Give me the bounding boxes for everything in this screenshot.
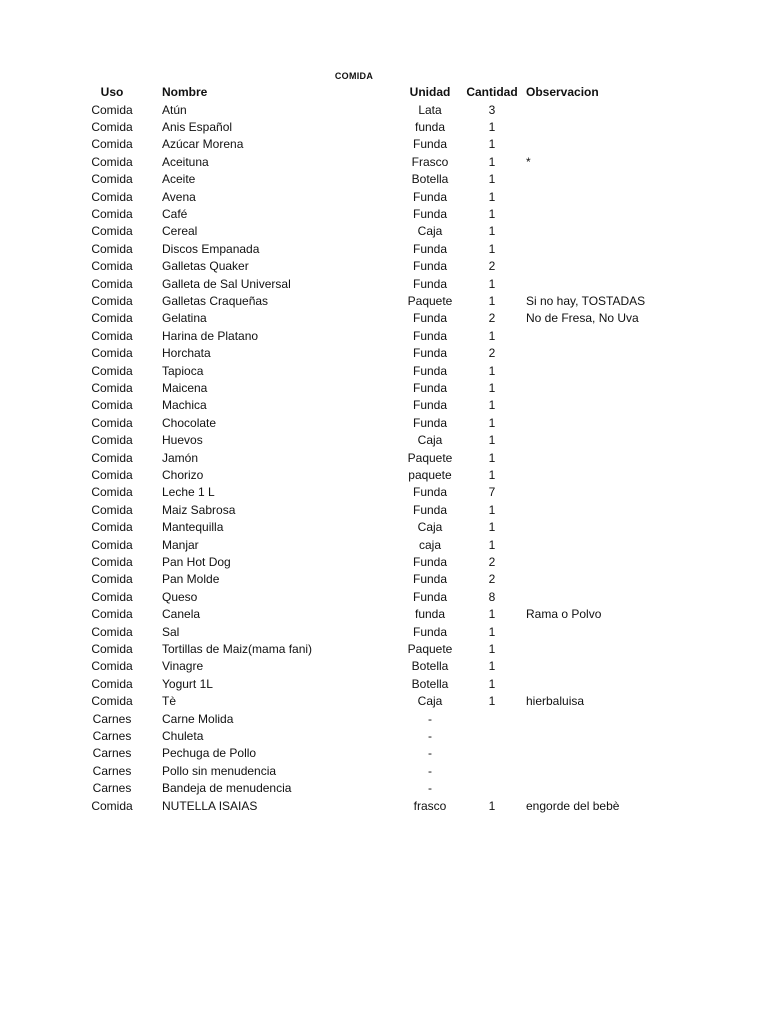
table-row [0,241,768,258]
cell-nombre: Atún [162,102,187,117]
table-row [0,467,768,484]
cell-nombre: Pechuga de Pollo [162,746,257,761]
cell-unidad: Caja [417,433,443,448]
cell-unidad: Paquete [407,294,453,308]
cell-cantidad: 1 [488,676,496,691]
table-row [0,728,768,745]
cell-uso: Comida [91,468,133,482]
cell-cantidad: 1 [488,294,496,308]
cell-uso: Comida [91,450,133,465]
cell-cantidad: 1 [488,537,496,552]
cell-cantidad: 1 [488,398,496,413]
cell-unidad: caja [418,537,441,552]
table-row [0,328,768,345]
cell-cantidad: 1 [488,154,496,169]
cell-uso: Comida [91,555,133,569]
cell-uso: Comida [91,502,133,517]
cell-uso: Comida [91,415,133,430]
cell-unidad: funda [414,120,446,134]
cell-nombre: Tapioca [162,363,204,378]
cell-uso: Comida [91,328,133,343]
cell-unidad: Funda [412,381,448,395]
cell-cantidad: 1 [488,468,496,482]
table-row [0,571,768,588]
cell-unidad: Botella [411,659,449,674]
cell-cantidad: 1 [488,363,496,378]
cell-uso: Carnes [92,746,132,761]
table-row [0,119,768,136]
cell-uso: Comida [91,485,133,500]
sheet-title: COMIDA [334,71,374,81]
cell-nombre: Harina de Platano [162,328,259,343]
cell-nombre: Galletas Craqueñas [162,294,269,308]
table-row [0,589,768,606]
table-row [0,502,768,519]
cell-cantidad: 1 [488,415,496,430]
cell-cantidad: 1 [488,137,496,152]
cell-cantidad: 2 [488,572,496,587]
cell-nombre: Vinagre [162,659,204,674]
table-header-row [0,84,768,101]
cell-observacion: Si no hay, TOSTADAS [526,294,646,308]
cell-nombre: Machica [162,398,207,413]
cell-uso: Comida [91,207,133,221]
cell-unidad: Caja [417,224,443,239]
cell-uso: Comida [91,154,133,169]
cell-unidad: - [428,763,432,778]
table-row [0,276,768,293]
cell-cantidad: 1 [488,328,496,343]
cell-unidad: Funda [412,276,448,291]
cell-cantidad: 1 [488,120,496,134]
table-row [0,223,768,240]
table-row [0,554,768,571]
cell-observacion: Rama o Polvo [526,607,602,622]
cell-nombre: Mantequilla [162,520,224,535]
cell-cantidad: 1 [488,607,496,622]
cell-unidad: Funda [412,363,448,378]
cell-nombre: Chocolate [162,415,217,430]
cell-cantidad: 7 [488,485,496,500]
cell-nombre: Carne Molida [162,711,234,726]
cell-nombre: Maicena [162,381,208,395]
cell-uso: Comida [91,311,133,326]
cell-cantidad: 1 [488,172,496,187]
header-observacion: Observacion [526,85,599,99]
cell-cantidad: 1 [488,694,496,709]
table-row [0,310,768,327]
table-row [0,450,768,467]
cell-nombre: Horchata [162,346,211,361]
table-row [0,745,768,762]
cell-uso: Comida [91,398,133,413]
cell-uso: Carnes [92,781,132,796]
table-row [0,380,768,397]
cell-unidad: funda [414,607,446,622]
cell-uso: Comida [91,433,133,448]
table-row [0,363,768,380]
cell-nombre: Avena [162,189,196,204]
cell-unidad: Funda [412,189,448,204]
cell-uso: Comida [91,259,133,274]
cell-cantidad: 1 [488,241,496,256]
cell-unidad: Funda [412,572,448,587]
cell-cantidad: 1 [488,189,496,204]
table-row [0,519,768,536]
table-row [0,693,768,710]
cell-nombre: Bandeja de menudencia [162,781,292,796]
cell-uso: Carnes [92,763,132,778]
cell-uso: Comida [91,624,133,639]
cell-uso: Comida [91,607,133,622]
table-row [0,484,768,501]
cell-nombre: Pan Hot Dog [162,555,231,569]
cell-nombre: Yogurt 1L [162,676,213,691]
cell-cantidad: 1 [488,433,496,448]
cell-nombre: Aceite [162,172,196,187]
cell-uso: Comida [91,276,133,291]
cell-unidad: Lata [418,102,442,117]
table-row [0,798,768,815]
cell-nombre: Cereal [162,224,198,239]
cell-nombre: Discos Empanada [162,241,260,256]
cell-cantidad: 1 [488,450,496,465]
cell-nombre: Galletas Quaker [162,259,249,274]
cell-uso: Comida [91,520,133,535]
cell-uso: Comida [91,798,133,813]
cell-unidad: Caja [417,520,443,535]
cell-nombre: Chorizo [162,468,204,482]
cell-cantidad: 1 [488,381,496,395]
header-cantidad: Cantidad [466,85,518,99]
table-row [0,345,768,362]
cell-unidad: - [428,729,432,743]
cell-cantidad: 1 [488,207,496,221]
table-row [0,189,768,206]
cell-unidad: - [428,746,432,761]
cell-uso: Comida [91,642,133,656]
table-row [0,397,768,414]
cell-unidad: Frasco [411,154,449,169]
cell-nombre: Jamón [162,450,199,465]
table-row [0,537,768,554]
cell-unidad: Funda [412,624,448,639]
table-row [0,624,768,641]
cell-nombre: Tè [162,694,177,709]
cell-nombre: Azúcar Morena [162,137,244,152]
cell-unidad: Funda [412,415,448,430]
cell-unidad: Funda [412,502,448,517]
cell-uso: Comida [91,346,133,361]
cell-unidad: Funda [412,589,448,604]
table-row [0,154,768,171]
cell-nombre: Leche 1 L [162,485,215,500]
cell-unidad: frasco [413,798,447,813]
cell-uso: Comida [91,381,133,395]
cell-unidad: Caja [417,694,443,709]
cell-nombre: Pollo sin menudencia [162,763,277,778]
cell-unidad: Funda [412,207,448,221]
header-uso: Uso [100,85,124,99]
cell-cantidad: 1 [488,520,496,535]
cell-cantidad: 1 [488,624,496,639]
cell-unidad: Funda [412,137,448,152]
table-row [0,780,768,797]
cell-uso: Comida [91,589,133,604]
cell-nombre: Maiz Sabrosa [162,502,236,517]
cell-nombre: Chuleta [162,729,204,743]
cell-observacion: * [526,154,531,169]
cell-uso: Comida [91,241,133,256]
cell-uso: Comida [91,537,133,552]
cell-uso: Comida [91,120,133,134]
cell-unidad: Funda [412,241,448,256]
cell-nombre: Queso [162,589,198,604]
table-row [0,676,768,693]
table-row [0,293,768,310]
cell-uso: Comida [91,659,133,674]
cell-nombre: Gelatina [162,311,207,326]
cell-cantidad: 1 [488,642,496,656]
table-row [0,711,768,728]
cell-nombre: Pan Molde [162,572,220,587]
table-row [0,415,768,432]
cell-unidad: Funda [412,346,448,361]
header-unidad: Unidad [409,85,451,99]
header-nombre: Nombre [162,85,208,99]
cell-cantidad: 1 [488,659,496,674]
table-row [0,102,768,119]
cell-unidad: Funda [412,485,448,500]
cell-nombre: Tortillas de Maiz(mama fani) [162,642,313,656]
cell-cantidad: 8 [488,589,496,604]
cell-cantidad: 2 [488,346,496,361]
cell-cantidad: 1 [488,502,496,517]
cell-cantidad: 2 [488,311,496,326]
table-row [0,136,768,153]
cell-cantidad: 3 [488,102,496,117]
cell-uso: Comida [91,137,133,152]
cell-cantidad: 1 [488,798,496,813]
cell-uso: Comida [91,102,133,117]
cell-cantidad: 2 [488,259,496,274]
cell-unidad: Paquete [407,642,453,656]
cell-uso: Comida [91,189,133,204]
table-row [0,432,768,449]
cell-cantidad: 1 [488,224,496,239]
cell-nombre: Café [162,207,188,221]
cell-cantidad: 2 [488,555,496,569]
cell-observacion: hierbaluisa [526,694,585,709]
cell-unidad: Botella [411,676,449,691]
table-row [0,206,768,223]
cell-observacion: engorde del bebè [526,798,620,813]
cell-unidad: Paquete [407,450,453,465]
cell-nombre: Galleta de Sal Universal [162,276,291,291]
cell-nombre: Huevos [162,433,203,448]
cell-nombre: NUTELLA ISAIAS [162,798,258,813]
cell-uso: Comida [91,694,133,709]
cell-uso: Comida [91,294,133,308]
cell-uso: Carnes [92,711,132,726]
cell-unidad: paquete [408,468,452,482]
table-row [0,658,768,675]
cell-cantidad: 1 [488,276,496,291]
cell-nombre: Anis Español [162,120,233,134]
cell-unidad: Funda [412,398,448,413]
cell-unidad: - [428,781,432,796]
cell-nombre: Aceituna [162,154,209,169]
cell-uso: Comida [91,172,133,187]
cell-unidad: Funda [412,328,448,343]
table-row [0,641,768,658]
cell-uso: Comida [91,572,133,587]
cell-nombre: Canela [162,607,201,622]
cell-nombre: Manjar [162,537,199,552]
cell-unidad: Funda [412,555,448,569]
cell-unidad: - [428,711,432,726]
cell-unidad: Funda [412,311,448,326]
cell-unidad: Botella [411,172,449,187]
table-row [0,171,768,188]
cell-observacion: No de Fresa, No Uva [526,311,639,326]
table-row [0,258,768,275]
cell-uso: Carnes [92,729,132,743]
cell-unidad: Funda [412,259,448,274]
cell-uso: Comida [91,676,133,691]
table-row [0,606,768,623]
cell-nombre: Sal [162,624,180,639]
cell-uso: Comida [91,224,133,239]
cell-uso: Comida [91,363,133,378]
table-row [0,763,768,780]
